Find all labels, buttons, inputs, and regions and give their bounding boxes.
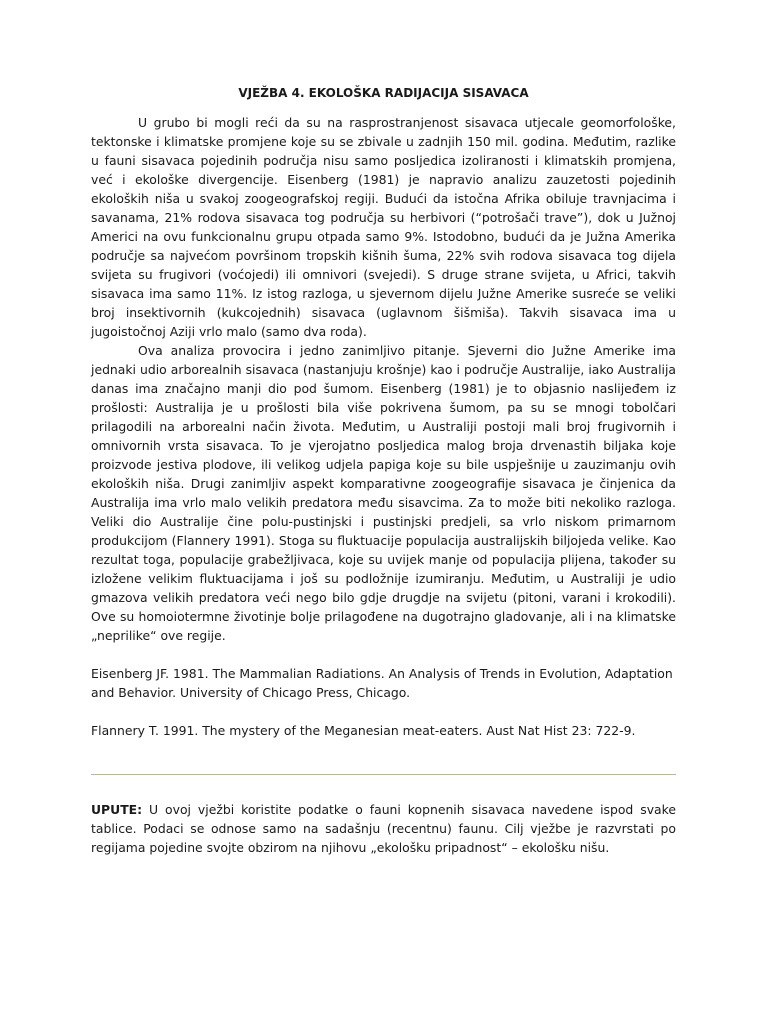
document-title: VJEŽBA 4. EKOLOŠKA RADIJACIJA SISAVACA <box>238 86 529 100</box>
reference-eisenberg: Eisenberg JF. 1981. The Mammalian Radiations. An Analysis of Trends in Evolution, Adaptation and Behavior. University of Chicago Press, Chicago. <box>91 666 673 700</box>
instructions-label: UPUTE: <box>91 802 143 817</box>
body-paragraph-2: Ova analiza provocira i jedno zanimljivo pitanje. Sjeverni dio Južne Amerike ima jednaki udio arborealnih sisavaca (nastanjuju krošnje) kao i područje Australije, iako Australija danas ima značajno manji dio pod šumom. Eisenberg (1981) je to objasnio naslijeđem iz prošlosti: Australija je u prošlosti bila više pokrivena šumom, pa su se mnogi tobolčari prilagodili na arborealni način života. Međutim, u Australiji postoji mali broj frugivornih i omnivornih vrsta sisavaca. To je vjerojatno posljedica malog broja drvenastih biljaka koje proizvode jestiva plodove, ili velikog udjela papiga koje su bile uspješnije u zauzimanju ovih ekoloških niša. Drugi zanimljiv aspekt komparativne zoogeografije sisavaca je činjenica da Australija ima vrlo malo velikih predatora među sisavcima. Za to može biti nekoliko razloga. Veliki dio Australije čine polu-pustinjski i pustinjski predjeli, sa vrlo niskom primarnom produkcijom (Flannery 1991). Stoga su fluktuacije populacija australijskih biljojeda velike. Kao rezultat toga, populacije grabežljivaca, koje su uvijek manje od populacija plijena, također su izložene velikim fluktuacijama i još su podložnije izumiranju. Međutim, u Australiji je udio gmazova velikih predatora veći nego bilo gdje drugdje na svijetu (pitoni, varani i krokodili). Ove su homoiotermne životinje bolje prilagođene na dugotrajno gladovanje, ali i na klimatske „neprilike“ ove regije. <box>91 343 676 643</box>
reference-flannery: Flannery T. 1991. The mystery of the Meganesian meat-eaters. Aust Nat Hist 23: 722-9. <box>91 723 636 738</box>
section-divider <box>91 774 676 775</box>
body-paragraph-1: U grubo bi mogli reći da su na rasprostranjenost sisavaca utjecale geomorfološke, tektonske i klimatske promjene koje su se zbivale u zadnjih 150 mil. godina. Međutim, razlike u fauni sisavaca pojedinih područja nisu samo posljedica izoliranosti i klimatskih promjena, već i ekološke divergencije. Eisenberg (1981) je napravio analizu zauzetosti pojedinih ekoloških niša u svakoj zoogeografskoj regiji. Budući da istočna Afrika obiluje travnjacima i savanama, 21% rodova sisavaca tog područja su herbivori (“potrošači trave”), dok u Južnoj Americi na ovu funkcionalnu grupu otpada samo 9%. Istodobno, budući da je Južna Amerika područje sa najvećom površinom tropskih kišnih šuma, 22% svih rodova sisavaca tog dijela svijeta su frugivori (voćojedi) ili omnivori (svejedi). S druge strane svijeta, u Africi, takvih sisavaca ima samo 11%. Iz istog razloga, u sjevernom dijelu Južne Amerike susreće se veliki broj insektivornih (kukcojednih) sisavaca (uglavnom šišmiša). Takvih sisavaca ima u jugoistočnoj Aziji vrlo malo (samo dva roda). <box>91 115 676 339</box>
document-page <box>91 84 676 857</box>
instructions-text: U ovoj vježbi koristite podatke o fauni kopnenih sisavaca navedene ispod svake tablice. Podaci se odnose samo na sadašnju (recentnu) faunu. Cilj vježbe je razvrstati po regijama pojedine svojte obzirom na njihovu „ekološku pripadnost“ – ekološku nišu. <box>91 802 676 855</box>
instructions-paragraph <box>91 800 676 857</box>
